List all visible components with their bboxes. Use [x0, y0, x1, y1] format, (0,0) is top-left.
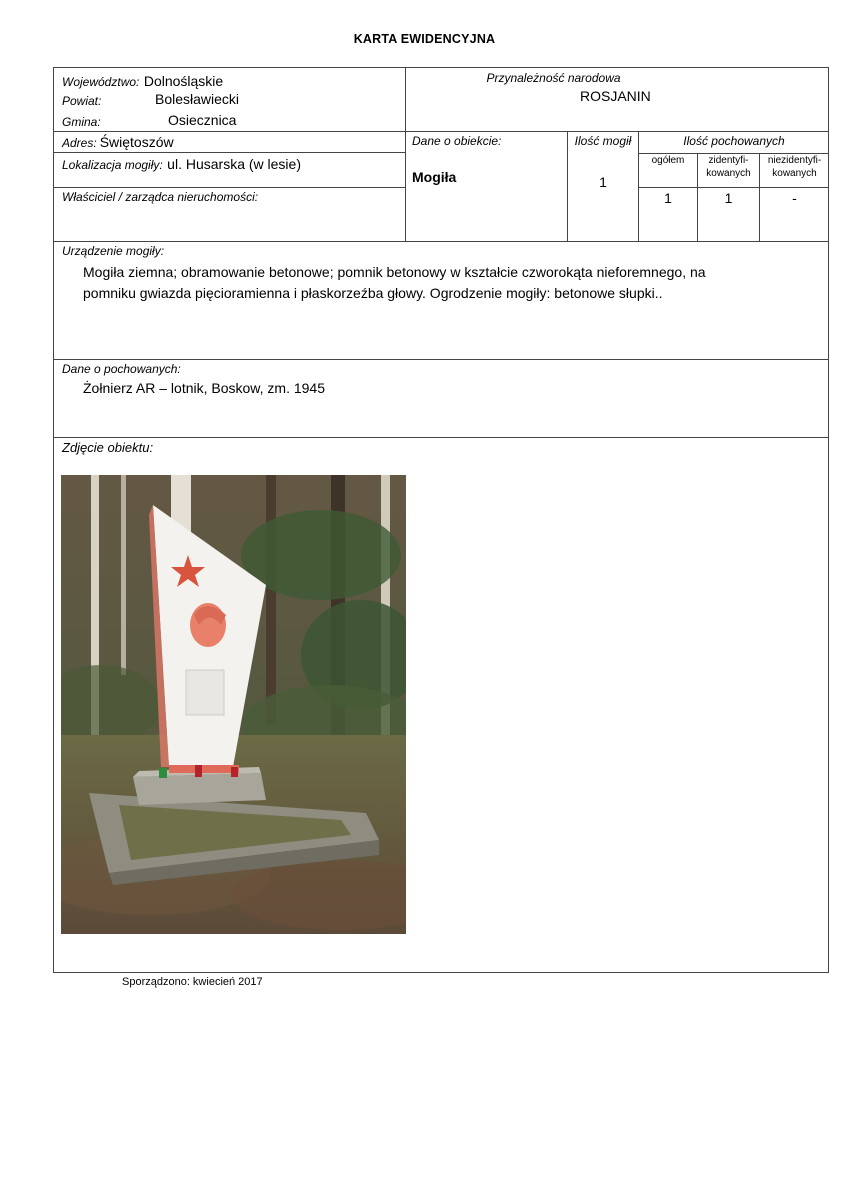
narodowosc-label-wrap [406, 71, 849, 85]
zidentyfikowanych-label-line2: kowanych [706, 168, 751, 179]
urzadzenie-line1: Mogiła ziemna; obramowanie betonowe; pomnik betonowy w kształcie czworokąta nieforemnego, na [83, 264, 706, 280]
dane-obiekt-label: Dane o obiekcie: [412, 134, 502, 148]
urzadzenie-line2: pomniku gwiazda pięcioramienna i płaskorzeźba głowy. Ogrodzenie mogiły: betonowe słupki.. [83, 285, 663, 301]
urzadzenie-text [83, 262, 823, 304]
dane-obiekt-value: Mogiła [412, 169, 457, 185]
zdjecie-label: Zdjęcie obiektu: [62, 440, 154, 455]
divider [54, 131, 406, 132]
location-block [62, 71, 223, 93]
pochowani-value: Żołnierz AR – lotnik, Boskow, zm. 1945 [83, 380, 325, 396]
powiat-value: Bolesławiecki [155, 91, 240, 107]
divider [405, 68, 406, 241]
ilosc-mogil-value: 1 [599, 174, 607, 190]
adres-row [62, 134, 174, 152]
pochowani-label: Dane o pochowanych: [62, 362, 181, 376]
document-title: KARTA EWIDENCYJNA [353, 32, 496, 46]
footer-date: Sporządzono: kwiecień 2017 [122, 976, 263, 988]
divider [54, 241, 829, 242]
divider [638, 187, 829, 188]
zidentyfikowanych-label [698, 154, 759, 180]
powiat-label: Powiat: [62, 94, 102, 108]
divider [54, 187, 406, 188]
divider [406, 131, 829, 132]
zidentyfikowanych-value: 1 [724, 190, 733, 206]
niezidentyfikowanych-value: - [792, 190, 797, 206]
divider [54, 437, 829, 438]
ogolem-value: 1 [664, 190, 672, 206]
lokalizacja-row [62, 156, 301, 174]
wojewodztwo-label: Województwo: [62, 75, 140, 89]
monument-photo [61, 475, 406, 934]
ogolem-label: ogółem [651, 155, 685, 166]
divider [54, 152, 406, 153]
wlasciciel-label: Właściciel / zarządca nieruchomości: [62, 190, 259, 204]
divider [54, 359, 829, 360]
wojewodztwo-value: Dolnośląskie [143, 73, 224, 89]
adres-value: Świętoszów [99, 134, 174, 150]
ilosc-mogil-label: Ilość mogił [574, 134, 632, 148]
narodowosc-value: ROSJANIN [580, 88, 651, 104]
adres-label: Adres: [62, 136, 97, 150]
gmina-label: Gmina: [62, 115, 101, 129]
ilosc-pochowanych-label: Ilość pochowanych [683, 134, 785, 148]
urzadzenie-label: Urządzenie mogiły: [62, 244, 165, 258]
niezidentyfikowanych-label [760, 154, 829, 180]
lokalizacja-label: Lokalizacja mogiły: [62, 158, 163, 172]
niezidentyfikowanych-label-line2: kowanych [772, 168, 817, 179]
lokalizacja-value: ul. Husarska (w lesie) [167, 156, 301, 172]
narodowosc-label: Przynależność narodowa [486, 71, 621, 85]
gmina-value: Osiecznica [168, 112, 237, 128]
niezidentyfikowanych-label-line1: niezidentyfi- [767, 155, 822, 166]
zidentyfikowanych-label-line1: zidentyfi- [708, 155, 749, 166]
